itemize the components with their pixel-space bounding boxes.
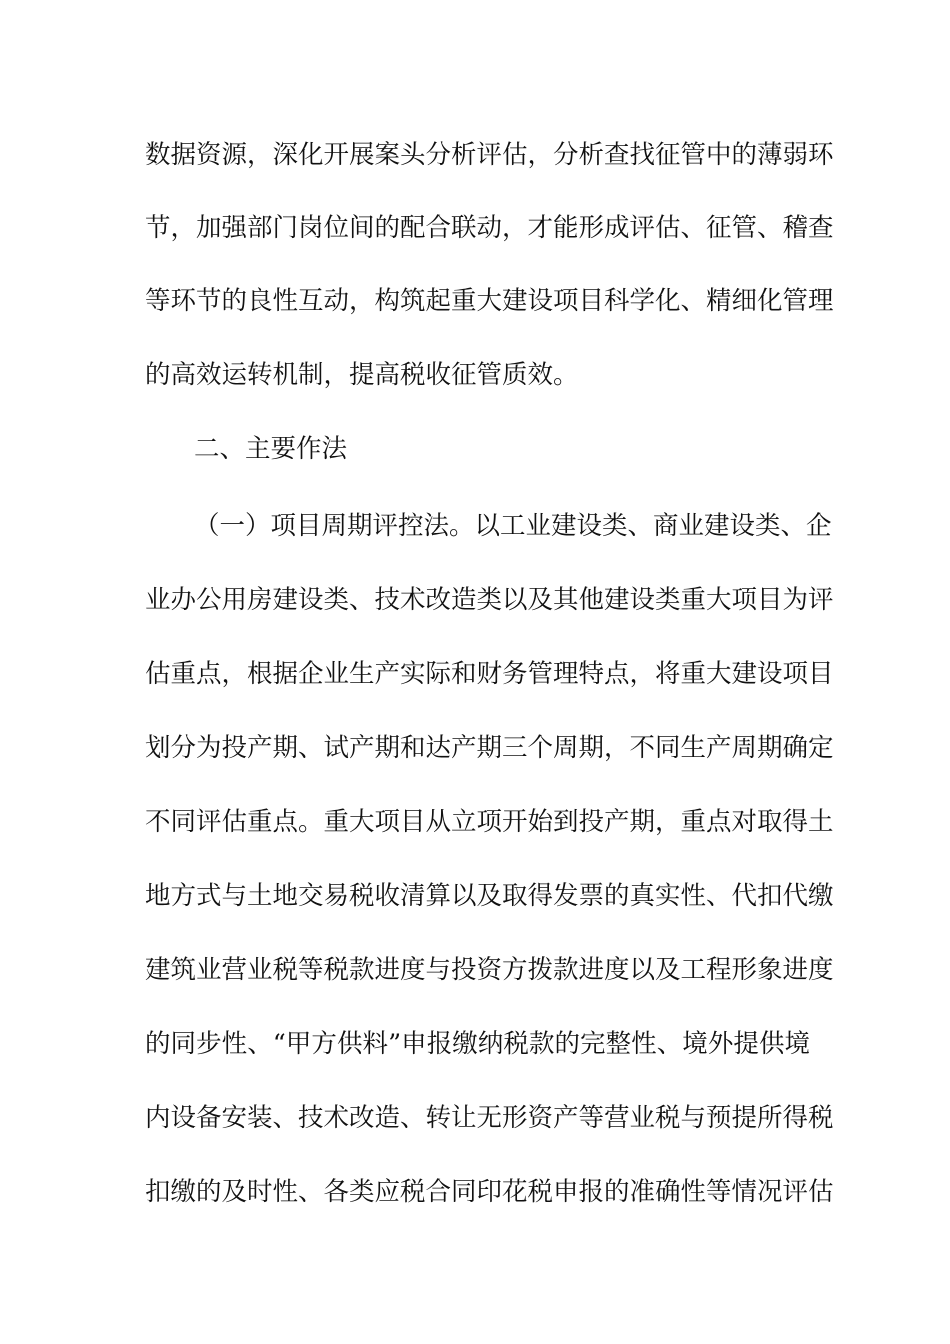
paragraph-line: 节，加强部门岗位间的配合联动，才能形成评估、征管、稽查 [145,213,834,243]
paragraph-line: 地方式与土地交易税收清算以及取得发票的真实性、代扣代缴 [145,881,834,911]
paragraph-line: 业办公用房建设类、技术改造类以及其他建设类重大项目为评 [145,585,834,615]
paragraph-line: 扣缴的及时性、各类应税合同印花税申报的准确性等情况评估 [145,1177,834,1207]
paragraph-line: 划分为投产期、试产期和达产期三个周期，不同生产周期确定 [145,733,834,763]
paragraph-line: 内设备安装、技术改造、转让无形资产等营业税与预提所得税 [145,1103,834,1133]
paragraph-line: （一）项目周期评控法。以工业建设类、商业建设类、企 [194,511,832,541]
paragraph-line: 不同评估重点。重大项目从立项开始到投产期，重点对取得土 [145,807,834,837]
section-heading: 二、主要作法 [194,434,348,464]
paragraph-line: 的高效运转机制，提高税收征管质效。 [145,360,579,390]
paragraph-line: 估重点，根据企业生产实际和财务管理特点，将重大建设项目 [145,659,834,689]
paragraph-line: 建筑业营业税等税款进度与投资方拨款进度以及工程形象进度 [145,955,834,985]
paragraph-line: 的同步性、“甲方供料”申报缴纳税款的完整性、境外提供境 [145,1029,810,1059]
paragraph-line: 等环节的良性互动，构筑起重大建设项目科学化、精细化管理 [145,286,834,316]
paragraph-line: 数据资源，深化开展案头分析评估，分析查找征管中的薄弱环 [145,140,834,170]
